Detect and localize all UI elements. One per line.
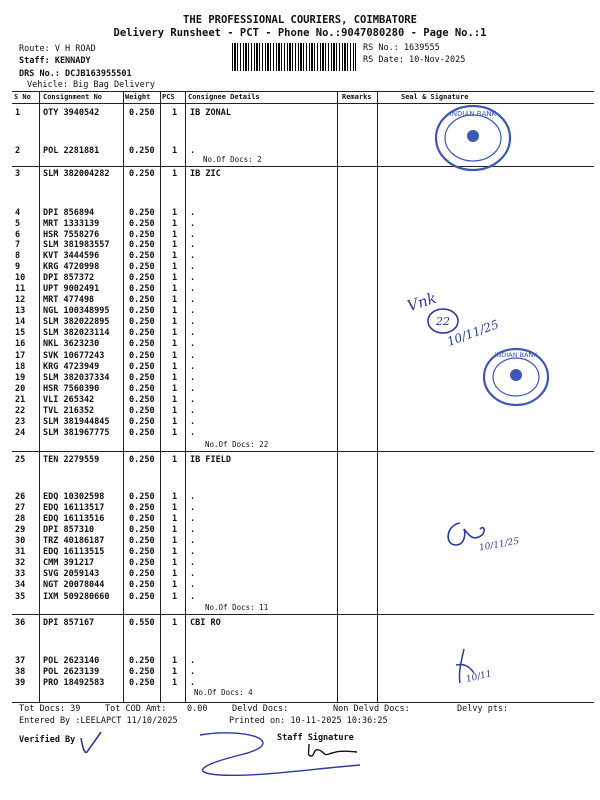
row-consignee: IB ZONAL	[190, 108, 231, 118]
row-consignee: .	[190, 525, 196, 535]
col-header-pcs: PCS	[162, 93, 175, 101]
row-consignee: .	[190, 395, 196, 405]
row-weight: 0.250	[129, 219, 155, 229]
row-consignment-no: SVK 10677243	[43, 351, 105, 361]
row-pcs: 1	[172, 547, 178, 557]
row-sno: 3	[15, 169, 21, 179]
row-weight: 0.250	[129, 455, 155, 465]
staff-signature-label: Staff Signature	[277, 733, 354, 743]
row-weight: 0.250	[129, 580, 155, 590]
row-sno: 10	[15, 273, 26, 283]
row-pcs: 1	[172, 306, 178, 316]
row-weight: 0.250	[129, 525, 155, 535]
stamp-2-text: INDIAN BANK	[494, 351, 538, 359]
row-sno: 26	[15, 492, 26, 502]
row-consignment-no: IXM 509280660	[43, 592, 110, 602]
row-sno: 38	[15, 667, 26, 677]
row-sno: 18	[15, 362, 26, 372]
row-sno: 9	[15, 262, 21, 272]
row-sno: 28	[15, 514, 26, 524]
row-consignment-no: DPI 857310	[43, 525, 95, 535]
vehicle: Vehicle: Big Bag Delivery	[27, 80, 155, 90]
entered-by: Entered By :LEELAPCT 11/10/2025	[19, 716, 178, 726]
row-consignee: .	[190, 384, 196, 394]
row-weight: 0.250	[129, 373, 155, 383]
row-consignment-no: POL 2623140	[43, 656, 100, 666]
printed-on: Printed on: 10-11-2025 10:36:25	[229, 716, 388, 726]
row-consignment-no: TEN 2279559	[43, 455, 100, 465]
row-pcs: 1	[172, 146, 178, 156]
row-sno: 21	[15, 395, 26, 405]
col-divider	[160, 92, 161, 703]
row-sno: 6	[15, 230, 21, 240]
row-weight: 0.250	[129, 273, 155, 283]
row-consignee: .	[190, 558, 196, 568]
handwritten-date: 10/11/25	[478, 536, 520, 554]
row-consignment-no: SLM 382023114	[43, 328, 110, 338]
row-consignee: .	[190, 284, 196, 294]
row-sno: 5	[15, 219, 21, 229]
row-sno: 11	[15, 284, 26, 294]
row-pcs: 1	[172, 536, 178, 546]
row-sno: 12	[15, 295, 26, 305]
row-consignment-no: SLM 381967775	[43, 428, 110, 438]
row-consignee: .	[190, 295, 196, 305]
row-consignment-no: HSR 7558276	[43, 230, 100, 240]
row-sno: 4	[15, 208, 21, 218]
col-divider	[337, 92, 338, 703]
group-line	[12, 614, 594, 615]
col-header-consignee: Consignee Details	[188, 93, 260, 101]
row-consignment-no: SLM 382037334	[43, 373, 110, 383]
col-divider	[123, 92, 124, 703]
row-consignee: .	[190, 503, 196, 513]
row-sno: 7	[15, 240, 21, 250]
row-consignee: .	[190, 146, 196, 156]
row-pcs: 1	[172, 525, 178, 535]
row-consignee: .	[190, 678, 196, 688]
col-divider	[185, 92, 186, 703]
row-pcs: 1	[172, 251, 178, 261]
row-consignee: .	[190, 362, 196, 372]
row-weight: 0.250	[129, 678, 155, 688]
row-consignee: .	[190, 536, 196, 546]
row-weight: 0.250	[129, 108, 155, 118]
row-consignment-no: KRG 4723949	[43, 362, 100, 372]
row-consignee: .	[190, 328, 196, 338]
row-weight: 0.250	[129, 295, 155, 305]
row-consignment-no: EDQ 16113515	[43, 547, 105, 557]
row-pcs: 1	[172, 678, 178, 688]
row-consignment-no: SLM 381944845	[43, 417, 110, 427]
handwritten-date: 10/11/25	[445, 317, 501, 349]
row-weight: 0.250	[129, 240, 155, 250]
row-consignee: .	[190, 592, 196, 602]
row-weight: 0.250	[129, 284, 155, 294]
row-consignment-no: SLM 382004282	[43, 169, 110, 179]
row-consignee: .	[190, 317, 196, 327]
row-sno: 39	[15, 678, 26, 688]
row-consignee: .	[190, 273, 196, 283]
row-consignee: .	[190, 656, 196, 666]
row-sno: 34	[15, 580, 26, 590]
col-divider	[377, 92, 378, 703]
staff-signature	[305, 740, 360, 762]
table-top-line	[12, 91, 594, 92]
row-consignment-no: VLI 265342	[43, 395, 95, 405]
row-sno: 2	[15, 146, 21, 156]
row-pcs: 1	[172, 428, 178, 438]
row-pcs: 1	[172, 351, 178, 361]
col-header-weight: Weight	[125, 93, 151, 101]
row-weight: 0.250	[129, 251, 155, 261]
row-weight: 0.250	[129, 384, 155, 394]
row-pcs: 1	[172, 592, 178, 602]
row-sno: 16	[15, 339, 26, 349]
row-consignment-no: TVL 216352	[43, 406, 95, 416]
row-pcs: 1	[172, 339, 178, 349]
row-consignment-no: DPI 856894	[43, 208, 95, 218]
total-docs: Tot Docs: 39	[19, 704, 81, 714]
row-sno: 27	[15, 503, 26, 513]
row-weight: 0.250	[129, 362, 155, 372]
row-pcs: 1	[172, 373, 178, 383]
row-sno: 37	[15, 656, 26, 666]
row-consignee: .	[190, 417, 196, 427]
rs-number: RS No.: 1639555	[363, 43, 440, 53]
row-consignment-no: KVT 3444596	[43, 251, 100, 261]
barcode	[232, 43, 356, 71]
row-consignee: IB FIELD	[190, 455, 231, 465]
company-title: THE PROFESSIONAL COURIERS, COIMBATORE	[183, 14, 417, 26]
verifier-signature	[75, 728, 105, 758]
row-pcs: 1	[172, 395, 178, 405]
row-consignee: .	[190, 339, 196, 349]
row-weight: 0.250	[129, 492, 155, 502]
row-pcs: 1	[172, 284, 178, 294]
row-pcs: 1	[172, 230, 178, 240]
row-pcs: 1	[172, 328, 178, 338]
row-weight: 0.250	[129, 547, 155, 557]
row-weight: 0.250	[129, 569, 155, 579]
row-pcs: 1	[172, 417, 178, 427]
row-pcs: 1	[172, 455, 178, 465]
group-docs-count: No.Of Docs: 4	[194, 688, 253, 697]
total-cod-label: Tot COD Amt:	[105, 704, 167, 714]
row-pcs: 1	[172, 569, 178, 579]
row-weight: 0.250	[129, 406, 155, 416]
row-consignment-no: NKL 3623230	[43, 339, 100, 349]
row-weight: 0.250	[129, 558, 155, 568]
row-consignment-no: NGT 20078044	[43, 580, 105, 590]
row-consignee: .	[190, 240, 196, 250]
row-consignment-no: SLM 381983557	[43, 240, 110, 250]
handwritten-initials: Vnk	[404, 288, 439, 316]
row-sno: 30	[15, 536, 26, 546]
row-pcs: 1	[172, 618, 178, 628]
row-weight: 0.250	[129, 306, 155, 316]
verified-by-label: Verified By	[19, 735, 76, 745]
row-consignment-no: NGL 100348995	[43, 306, 110, 316]
row-consignee: .	[190, 667, 196, 677]
row-consignee: CBI RO	[190, 618, 221, 628]
row-consignee: .	[190, 569, 196, 579]
row-consignment-no: MRT 1333139	[43, 219, 100, 229]
row-weight: 0.250	[129, 395, 155, 405]
row-consignee: .	[190, 351, 196, 361]
col-header-sno: S No	[14, 93, 31, 101]
row-consignment-no: SVG 2059143	[43, 569, 100, 579]
group-docs-count: No.Of Docs: 11	[205, 603, 269, 612]
row-consignee: .	[190, 262, 196, 272]
row-consignment-no: DPI 857372	[43, 273, 95, 283]
handwritten-date: 10/11	[465, 669, 493, 685]
group-docs-count: No.Of Docs: 22	[205, 440, 269, 449]
row-sno: 36	[15, 618, 26, 628]
row-weight: 0.250	[129, 536, 155, 546]
row-consignment-no: POL 2281881	[43, 146, 100, 156]
row-weight: 0.250	[129, 656, 155, 666]
row-sno: 29	[15, 525, 26, 535]
row-sno: 1	[15, 108, 21, 118]
row-weight: 0.250	[129, 428, 155, 438]
row-sno: 14	[15, 317, 26, 327]
row-weight: 0.250	[129, 208, 155, 218]
staff: Staff: KENNADY	[19, 56, 91, 66]
row-pcs: 1	[172, 362, 178, 372]
total-cod-amount: 0.00	[187, 704, 208, 714]
group-line	[12, 451, 594, 452]
route: Route: V H ROAD	[19, 44, 96, 54]
row-pcs: 1	[172, 317, 178, 327]
row-weight: 0.250	[129, 328, 155, 338]
row-consignment-no: SLM 382022895	[43, 317, 110, 327]
row-sno: 24	[15, 428, 26, 438]
row-weight: 0.250	[129, 351, 155, 361]
col-header-seal: Seal & Signature	[401, 93, 469, 101]
row-sno: 19	[15, 373, 26, 383]
row-pcs: 1	[172, 667, 178, 677]
row-sno: 32	[15, 558, 26, 568]
col-header-consignment: Consignment No	[43, 93, 103, 101]
row-pcs: 1	[172, 295, 178, 305]
row-pcs: 1	[172, 262, 178, 272]
delivery-points: Delvy pts:	[457, 704, 509, 714]
row-weight: 0.250	[129, 146, 155, 156]
row-sno: 13	[15, 306, 26, 316]
bank-stamp-2	[480, 345, 552, 409]
row-pcs: 1	[172, 492, 178, 502]
row-sno: 33	[15, 569, 26, 579]
row-weight: 0.250	[129, 417, 155, 427]
row-weight: 0.550	[129, 618, 155, 628]
row-pcs: 1	[172, 558, 178, 568]
row-consignment-no: TRZ 40186187	[43, 536, 105, 546]
row-weight: 0.250	[129, 592, 155, 602]
row-weight: 0.250	[129, 169, 155, 179]
row-pcs: 1	[172, 514, 178, 524]
row-pcs: 1	[172, 208, 178, 218]
row-sno: 31	[15, 547, 26, 557]
row-consignment-no: HSR 7560390	[43, 384, 100, 394]
row-pcs: 1	[172, 240, 178, 250]
row-consignee: .	[190, 492, 196, 502]
row-weight: 0.250	[129, 262, 155, 272]
row-consignee: IB ZIC	[190, 169, 221, 179]
row-pcs: 1	[172, 503, 178, 513]
row-consignment-no: OTY 3940542	[43, 108, 100, 118]
row-consignee: .	[190, 514, 196, 524]
row-weight: 0.250	[129, 667, 155, 677]
row-pcs: 1	[172, 108, 178, 118]
row-consignee: .	[190, 219, 196, 229]
col-divider	[39, 92, 40, 703]
row-pcs: 1	[172, 219, 178, 229]
row-pcs: 1	[172, 580, 178, 590]
bank-stamp-1	[432, 102, 514, 174]
row-consignee: .	[190, 428, 196, 438]
row-sno: 25	[15, 455, 26, 465]
row-consignee: .	[190, 373, 196, 383]
row-weight: 0.250	[129, 317, 155, 327]
row-pcs: 1	[172, 169, 178, 179]
group-docs-count: No.Of Docs: 2	[203, 155, 262, 164]
non-delivered-docs: Non Delvd Docs:	[333, 704, 410, 714]
row-weight: 0.250	[129, 339, 155, 349]
row-weight: 0.250	[129, 514, 155, 524]
row-weight: 0.250	[129, 230, 155, 240]
row-consignment-no: EDQ 10302598	[43, 492, 105, 502]
row-consignee: .	[190, 406, 196, 416]
row-consignee: .	[190, 208, 196, 218]
row-consignment-no: CMM 391217	[43, 558, 95, 568]
row-consignee: .	[190, 580, 196, 590]
row-consignment-no: MRT 477498	[43, 295, 95, 305]
drs-number: DRS No.: DCJB163955501	[19, 69, 132, 79]
row-consignee: .	[190, 306, 196, 316]
runsheet-subtitle: Delivery Runsheet - PCT - Phone No.:9047080280 - Page No.:1	[113, 27, 487, 39]
row-consignment-no: EDQ 16113517	[43, 503, 105, 513]
row-sno: 23	[15, 417, 26, 427]
row-consignment-no: DPI 857167	[43, 618, 95, 628]
row-consignment-no: POL 2623139	[43, 667, 100, 677]
row-sno: 20	[15, 384, 26, 394]
row-weight: 0.250	[129, 503, 155, 513]
row-consignee: .	[190, 230, 196, 240]
row-pcs: 1	[172, 656, 178, 666]
row-consignee: .	[190, 251, 196, 261]
row-consignment-no: KRG 4720998	[43, 262, 100, 272]
col-header-remarks: Remarks	[342, 93, 372, 101]
rs-date: RS Date: 10-Nov-2025	[363, 55, 466, 65]
row-pcs: 1	[172, 406, 178, 416]
row-sno: 35	[15, 592, 26, 602]
row-pcs: 1	[172, 384, 178, 394]
row-consignment-no: EDQ 16113516	[43, 514, 105, 524]
row-consignment-no: UPT 9002491	[43, 284, 100, 294]
table-bottom-line	[12, 702, 594, 703]
delivered-docs: Delvd Docs:	[232, 704, 289, 714]
row-sno: 22	[15, 406, 26, 416]
row-consignment-no: PRO 18492583	[43, 678, 105, 688]
row-sno: 8	[15, 251, 21, 261]
stamp-1-text: INDIAN BANK	[449, 110, 497, 118]
row-sno: 15	[15, 328, 26, 338]
row-sno: 17	[15, 351, 26, 361]
row-pcs: 1	[172, 273, 178, 283]
row-consignee: .	[190, 547, 196, 557]
handwritten-count: 22	[436, 315, 450, 328]
